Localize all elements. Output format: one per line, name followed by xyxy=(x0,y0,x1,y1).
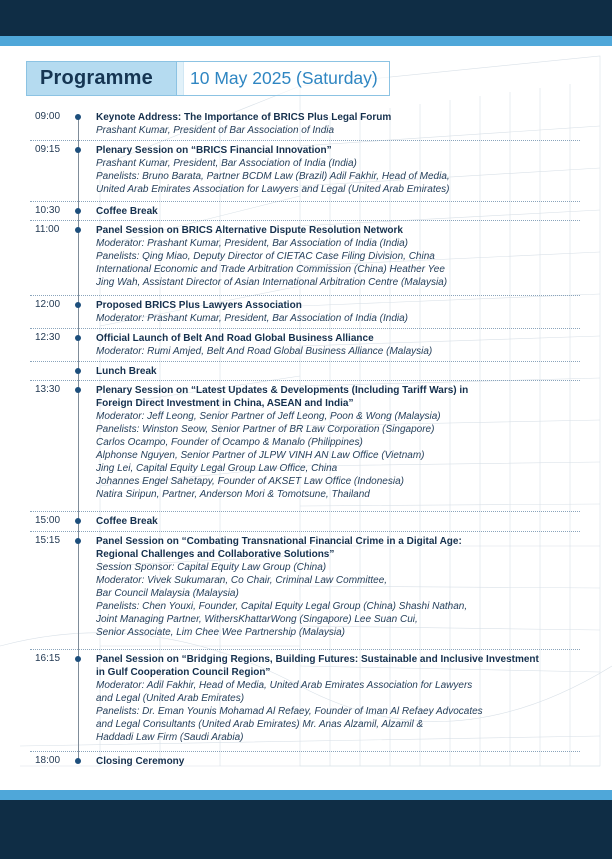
session-title: Proposed BRICS Plus Lawyers Association xyxy=(96,300,302,311)
timeline-dot xyxy=(75,368,81,374)
session-detail-line: and Legal Consultants (United Arab Emirates) Mr. Anas Alzamil, Alzamil & xyxy=(96,719,424,730)
session-detail-line: Moderator: Jeff Leong, Senior Partner of Jeff Leong, Poon & Wong (Malaysia) xyxy=(96,411,441,422)
session-time: 11:00 xyxy=(35,224,60,235)
session-detail-line: Panelists: Bruno Barata, Partner BCDM Law (Brazil) Adil Fakhir, Head of Media, xyxy=(96,171,450,182)
session-time: 09:15 xyxy=(35,144,61,155)
session-detail-line: Carlos Ocampo, Founder of Ocampo & Manalo (Philippines) xyxy=(96,437,363,448)
session-detail-line: Session Sponsor: Capital Equity Law Group (China) xyxy=(96,562,327,573)
session-detail-line: Alphonse Nguyen, Senior Partner of JLPW VINH AN Law Office (Vietnam) xyxy=(96,450,425,461)
timeline-dot xyxy=(75,147,81,153)
timeline-dot xyxy=(75,302,81,308)
session-detail-line: Prashant Kumar, President of Bar Association of India xyxy=(96,125,335,136)
session-detail-line: Johannes Engel Sahetapy, Founder of AKSET Law Office (Indonesia) xyxy=(96,476,404,487)
bottom-accent-stripe xyxy=(0,790,612,800)
session-detail-line: Moderator: Rumi Amjed, Belt And Road Global Business Alliance (Malaysia) xyxy=(96,346,433,357)
session-detail-line: Natira Siripun, Partner, Anderson Mori & Tomotsune, Thailand xyxy=(96,489,370,500)
timeline-dot xyxy=(75,114,81,120)
session-detail-line: Bar Council Malaysia (Malaysia) xyxy=(96,588,239,599)
session-detail-line: Moderator: Prashant Kumar, President, Bar Association of India (India) xyxy=(96,238,409,249)
session-detail-line: Jing Lei, Capital Equity Legal Group Law Office, China xyxy=(96,463,338,474)
session-time: 15:00 xyxy=(35,515,61,526)
session-detail-line: Moderator: Prashant Kumar, President, Bar Association of India (India) xyxy=(96,313,409,324)
session-title-continued: Regional Challenges and Collaborative Solutions” xyxy=(96,549,335,560)
bottom-banner xyxy=(0,800,612,859)
event-date: 10 May 2025 (Saturday) xyxy=(190,68,378,88)
session-title: Closing Ceremony xyxy=(96,756,185,767)
timeline-dot xyxy=(75,387,81,393)
session-detail-line: and Legal (United Arab Emirates) xyxy=(96,693,245,704)
session-detail-line: Panelists: Chen Youxi, Founder, Capital Equity Legal Group (China) Shashi Nathan, xyxy=(96,601,468,612)
timeline-dot xyxy=(75,335,81,341)
row-separator xyxy=(30,140,580,141)
row-separator xyxy=(30,511,580,512)
programme-title: Programme xyxy=(40,67,153,89)
row-separator xyxy=(30,649,580,650)
session-time: 12:30 xyxy=(35,332,61,343)
session-detail-line: Joint Managing Partner, WithersKhattarWong (Singapore) Lee Suan Cui, xyxy=(96,614,418,625)
top-accent-stripe xyxy=(0,36,612,46)
session-title: Panel Session on “Combating Transnational Financial Crime in a Digital Age: xyxy=(96,536,462,547)
session-detail-line: Moderator: Adil Fakhir, Head of Media, United Arab Emirates Association for Lawyers xyxy=(96,680,473,691)
row-separator xyxy=(30,220,580,221)
row-separator xyxy=(30,201,580,202)
session-title: Official Launch of Belt And Road Global Business Alliance xyxy=(96,333,374,344)
row-separator xyxy=(30,295,580,296)
row-separator xyxy=(30,361,580,362)
session-time: 09:00 xyxy=(35,111,61,122)
session-time: 18:00 xyxy=(35,755,61,766)
session-title: Plenary Session on “Latest Updates & Developments (Including Tariff Wars) in xyxy=(96,385,469,396)
session-title: Keynote Address: The Importance of BRICS Plus Legal Forum xyxy=(96,112,392,123)
session-title: Panel Session on BRICS Alternative Dispute Resolution Network xyxy=(96,225,403,236)
timeline-dot xyxy=(75,758,81,764)
row-separator xyxy=(30,380,580,381)
session-time: 12:00 xyxy=(35,299,61,310)
programme-header xyxy=(0,60,612,100)
session-detail-line: Senior Associate, Lim Chee Wee Partnership (Malaysia) xyxy=(96,627,345,638)
session-detail-line: Prashant Kumar, President, Bar Association of India (India) xyxy=(96,158,357,169)
session-title: Panel Session on “Bridging Regions, Building Futures: Sustainable and Inclusive Investment xyxy=(96,654,539,665)
timeline-dot xyxy=(75,518,81,524)
session-title-continued: Foreign Direct Investment in China, ASEAN and India” xyxy=(96,398,354,409)
session-detail-line: Panelists: Winston Seow, Senior Partner of BR Law Corporation (Singapore) xyxy=(96,424,435,435)
row-separator xyxy=(30,751,580,752)
timeline-dot xyxy=(75,208,81,214)
session-time: 16:15 xyxy=(35,653,61,664)
timeline-dot xyxy=(75,656,81,662)
session-detail-line: Jing Wah, Assistant Director of Asian International Arbitration Centre (Malaysia) xyxy=(96,277,448,288)
session-detail-line: Haddadi Law Firm (Saudi Arabia) xyxy=(96,732,244,743)
timeline-dot xyxy=(75,227,81,233)
session-detail-line: International Economic and Trade Arbitration Commission (China) Heather Yee xyxy=(96,264,445,275)
session-detail-line: Panelists: Qing Miao, Deputy Director of CIETAC Case Filing Division, China xyxy=(96,251,435,262)
session-detail-line: United Arab Emirates Association for Lawyers and Legal (United Arab Emirates) xyxy=(96,184,450,195)
session-title: Coffee Break xyxy=(96,206,158,217)
session-detail-line: Panelists: Dr. Eman Younis Mohamad Al Refaey, Founder of Iman Al Refaey Advocates xyxy=(96,706,483,717)
session-title: Coffee Break xyxy=(96,516,158,527)
session-time: 13:30 xyxy=(35,384,61,395)
session-title: Plenary Session on “BRICS Financial Innovation” xyxy=(96,145,332,156)
session-time: 10:30 xyxy=(35,205,61,216)
session-detail-line: Moderator: Vivek Sukumaran, Co Chair, Criminal Law Committee, xyxy=(96,575,388,586)
session-title-continued: in Gulf Cooperation Council Region” xyxy=(96,667,271,678)
session-time: 15:15 xyxy=(35,535,61,546)
top-banner xyxy=(0,0,612,36)
row-separator xyxy=(30,531,580,532)
session-title: Lunch Break xyxy=(96,366,157,377)
row-separator xyxy=(30,328,580,329)
timeline-dot xyxy=(75,538,81,544)
